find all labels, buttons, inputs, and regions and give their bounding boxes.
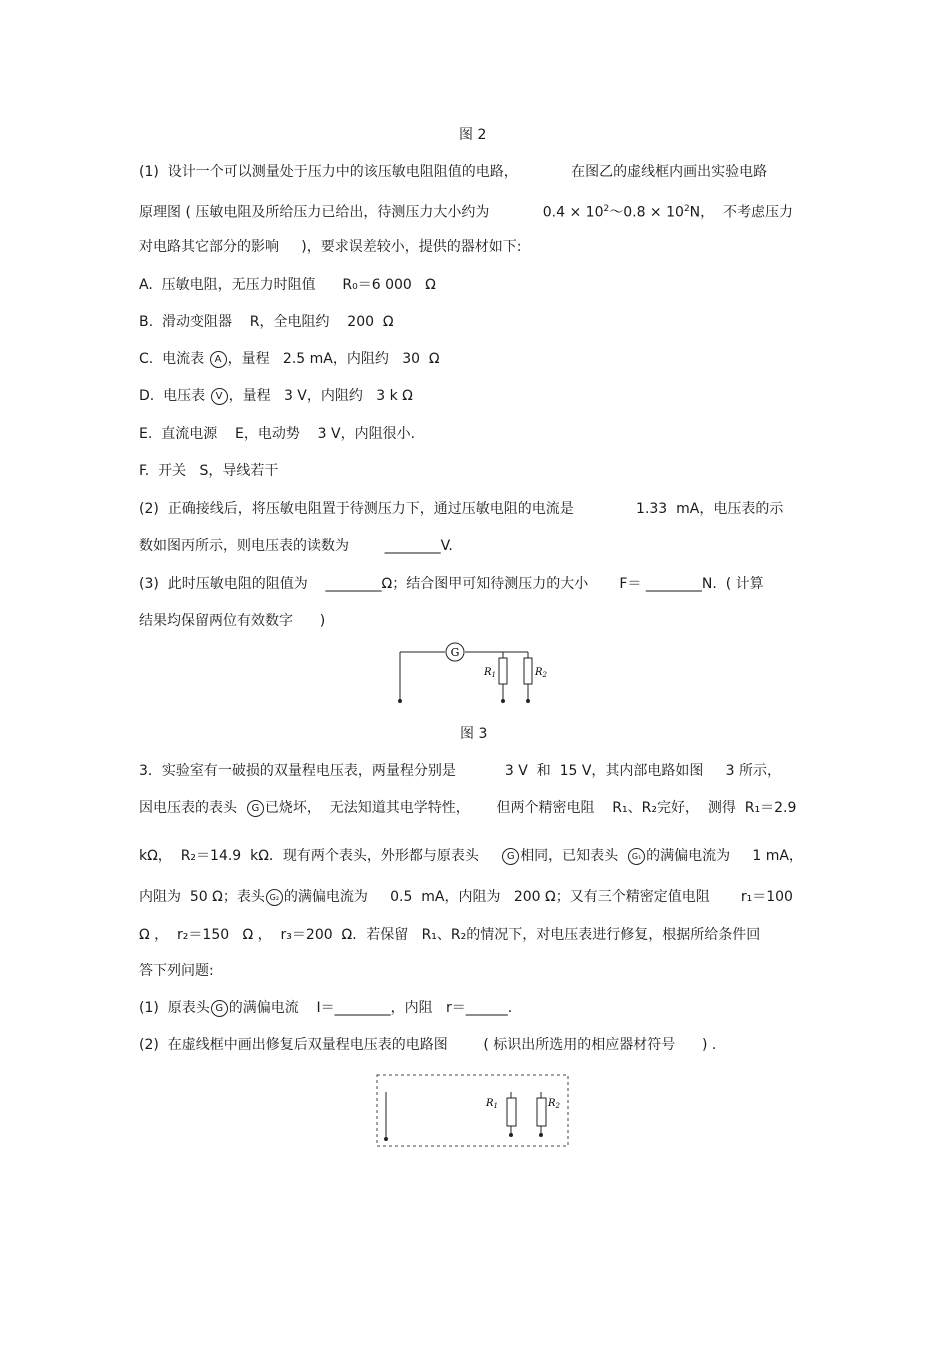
- resistor-r1: [499, 658, 507, 684]
- q2-part2-line2: 数如图丙所示，则电压表的读数为 ________V.: [139, 538, 453, 554]
- q3-line6: 答下列问题:: [139, 963, 214, 979]
- voltmeter-icon: V: [211, 388, 228, 405]
- r2-label: $R_2$: [535, 667, 547, 679]
- r1-label: $R_1$: [484, 667, 496, 679]
- q2-part3-line2: 结果均保留两位有效数字 ): [139, 613, 326, 629]
- resistor-r1: [507, 1098, 516, 1126]
- resistor-r2: [524, 658, 532, 684]
- r1-label: $R_1$: [486, 1098, 498, 1110]
- r2-label: $R_2$: [548, 1098, 560, 1110]
- item-d: D. 电压表 V ，量程 3 V，内阻约 3 k Ω: [139, 388, 413, 404]
- q3-part1: (1) 原表头 G 的满偏电流 I＝________，内阻 r＝______.: [139, 1000, 513, 1016]
- item-a: A. 压敏电阻，无压力时阻值 R₀＝6 000 Ω: [139, 277, 436, 293]
- q3-line1: 3．实验室有一破损的双量程电压表，两量程分别是 3 V 和 15 V，其内部电路如图 3 所示，: [139, 763, 782, 779]
- item-b: B. 滑动变阻器 R，全电阻约 200 Ω: [139, 314, 394, 330]
- q3-line5: Ω ， r₂＝150 Ω ， r₃＝200 Ω．若保留 R₁、R₂的情况下，对电压表进行修复，根据所给条件回: [139, 927, 761, 943]
- resistor-r2: [537, 1098, 546, 1126]
- galvanometer-label: G: [450, 646, 460, 659]
- galvanometer-g2-icon: G₂: [266, 889, 283, 906]
- q3-line4: 内阻为 50 Ω；表头 G₂ 的满偏电流为 0.5 mA，内阻为 200 Ω；又有三个精密定值电阻 r₁＝100: [139, 889, 793, 905]
- q2-part3-line1: (3) 此时压敏电阻的阻值为 ________Ω；结合图甲可知待测压力的大小 F＝ ________N. ( 计算: [139, 576, 764, 592]
- q2-part1-line2: 原理图 ( 压敏电阻及所给压力已给出，待测压力大小约为 $0.4 \times 10^2\sim 0.8 \times 10^2N$， 不考虑压力: [139, 204, 794, 221]
- ammeter-icon: A: [210, 351, 227, 368]
- q2-part1-line1: (1) 设计一个可以测量处于压力中的该压敏电阻阻值的电路， 在图乙的虚线框内画出实验电路: [139, 164, 768, 180]
- q3-line2: 因电压表的表头 G 已烧坏， 无法知道其电学特性， 但两个精密电阻 R₁、R₂完好， 测得 R₁＝2.9: [139, 800, 797, 816]
- q3-part2: (2) 在虚线框中画出修复后双量程电压表的电路图 ( 标识出所选用的相应器材符号 ) .: [139, 1037, 717, 1053]
- answer-dashed-box: [376, 1074, 570, 1148]
- figure-2-caption: 图 2: [459, 127, 487, 143]
- galvanometer-g1-icon: G₁: [628, 848, 645, 865]
- galvanometer-g-icon: G: [247, 800, 264, 817]
- item-f: F. 开关 S，导线若干: [139, 463, 279, 479]
- galvanometer-g-icon: G: [211, 1000, 228, 1017]
- item-e: E. 直流电源 E，电动势 3 V，内阻很小.: [139, 426, 416, 442]
- item-c: C. 电流表 A ，量程 2.5 mA，内阻约 30 Ω: [139, 351, 440, 367]
- figure-3-circuit: [390, 640, 560, 710]
- q2-part1-line3: 对电路其它部分的影响 )，要求误差较小，提供的器材如下:: [139, 239, 522, 255]
- galvanometer-g-icon: G: [502, 848, 519, 865]
- figure-3-caption: 图 3: [460, 726, 488, 742]
- q3-line3: kΩ， R₂＝14.9 kΩ．现有两个表头，外形都与原表头 G 相同，已知表头 G₁ 的满偏电流为 1 mA，: [139, 848, 803, 864]
- q2-part2-line1: (2) 正确接线后，将压敏电阻置于待测压力下，通过压敏电阻的电流是 1.33 mA，电压表的示: [139, 501, 784, 517]
